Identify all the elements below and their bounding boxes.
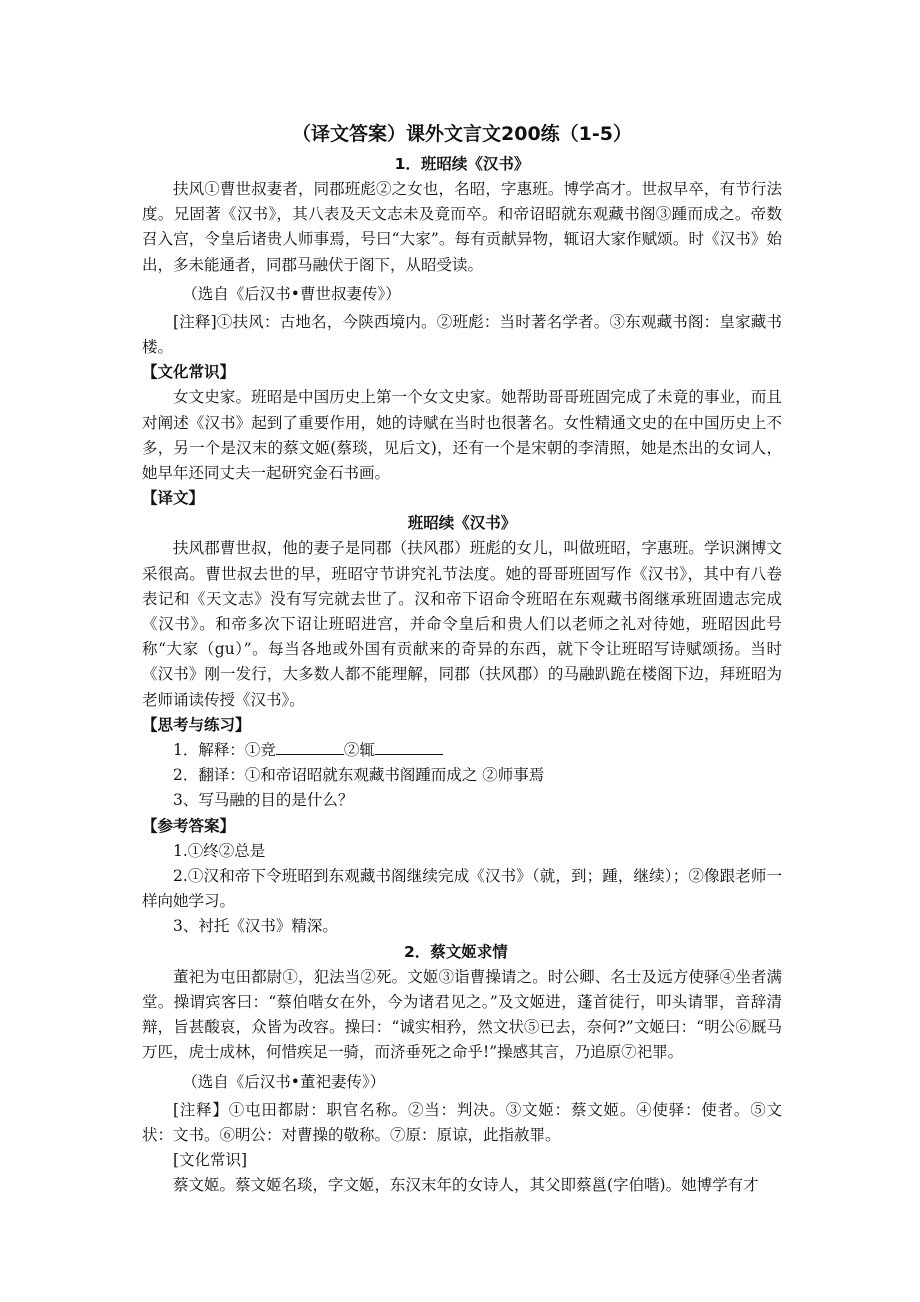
section-2-culture-text: 蔡文姬。蔡文姬名琰，字文姬，东汉末年的女诗人，其父即蔡邕(字伯喈)。她博学有才: [173, 1176, 759, 1195]
section-1-culture-heading: 【文化常识】: [142, 363, 236, 382]
section-1-translation-heading: 【译文】: [142, 489, 205, 508]
question-1-part-b: ②辄: [343, 741, 375, 760]
section-1-culture-text: 女文史家。班昭是中国历史上第一个女文史家。她帮助哥哥班固完成了未竟的事业，而且对阐述《汉书》起到了重要作用，她的诗赋在当时也很著名。女性精通文史的在中国历史上不多，另一个是汉末的蔡文姬(蔡琰，见后文)，还有一个是宋朝的李清照，她是杰出的女词人，她早年还同丈夫一起研究金石书画。: [142, 388, 782, 483]
answer-3: 3、衬托《汉书》精深。: [173, 917, 338, 936]
question-1: [142, 738, 782, 763]
section-1-heading: 1．班昭续《汉书》: [394, 155, 530, 173]
section-2-heading: 2．蔡文姬求情: [404, 942, 508, 961]
question-3: 3、写马融的目的是什么？: [173, 791, 354, 810]
document-content: [142, 118, 782, 1198]
answer-1: 1.①终②总是: [173, 841, 266, 860]
section-2-original-text: 董祀为屯田都尉①，犯法当②死。文姬③诣曹操请之。时公卿、名士及远方使驿④坐者满堂。操谓宾客曰：“蔡伯喈女在外，今为诸君见之。”及文姬进，蓬首徒行，叩头请罪，音辞清辩，旨甚酸哀，众皆为改容。操曰：“诚实相矜，然文状⑤已去，奈何?”文姬曰：“明公⑥厩马万匹，虎士成林，何惜疾足一骑，而济垂死之命乎!”操感其言，乃追原⑦祀罪。: [142, 967, 782, 1062]
section-2-source: （选自《后汉书•董祀妻传》）: [182, 1072, 386, 1091]
section-1-translation-title: 班昭续《汉书》: [407, 514, 517, 533]
answer-2: 2.①汉和帝下令班昭到东观藏书阁继续完成《汉书》（就，到；踵，继续）；②像跟老师一样向她学习。: [142, 867, 782, 911]
section-2-notes: [注释】①屯田都尉：职官名称。②当：判决。③文姬：蔡文姬。④使驿：使者。⑤文状：文书。⑥明公：对曹操的敬称。⑦原：原谅，此指赦罪。: [142, 1100, 782, 1144]
section-1-translation-text: 扶风郡曹世叔，他的妻子是同郡（扶风郡）班彪的女儿，叫做班昭，字惠班。学识渊博文采很高。曹世叔去世的早，班昭守节讲究礼节法度。她的哥哥班固写作《汉书》，其中有八卷表记和《天文志》没有写完就去世了。汉和帝下诏命令班昭在东观藏书阁继承班固遗志完成《汉书》。和帝多次下诏让班昭进宫，并命令皇后和贵人们以老师之礼对待她，班昭因此号称“大家（gu）”。每当各地或外国有贡献来的奇异的东西，就下令让班昭写诗赋颂扬。当时《汉书》刚一发行，大多数人都不能理解，同郡（扶风郡）的马融趴跪在楼阁下边，拜班昭为老师诵读传授《汉书》。: [142, 539, 782, 709]
section-1-practice-heading: 【思考与练习】: [142, 715, 251, 734]
section-1-answer-heading: 【参考答案】: [142, 816, 236, 835]
page-title: （译文答案）课外文言文200练（1-5）: [292, 123, 632, 145]
question-1-part-a: 1．解释：①竞: [173, 741, 276, 760]
section-1-source: （选自《后汉书•曹世叔妻传》）: [182, 284, 401, 303]
section-1-notes: [注释]①扶风：古地名，今陕西境内。②班彪：当时著名学者。③东观藏书阁：皇家藏书楼。: [142, 312, 782, 357]
answer-blank-1: [276, 740, 344, 755]
question-2: 2．翻译：①和帝诏昭就东观藏书阁踵而成之 ②师事焉: [173, 766, 545, 785]
section-1-original-text: 扶风①曹世叔妻者，同郡班彪②之女也，名昭，字惠班。博学高才。世叔早卒，有节行法度。兄固著《汉书》，其八表及天文志未及竟而卒。和帝诏昭就东观藏书阁③踵而成之。帝数召入宫，令皇后诸贵人师事焉，号曰“大家”。每有贡献异物，辄诏大家作赋颂。时《汉书》始出，多未能通者，同郡马融伏于阁下，从昭受读。: [142, 180, 782, 274]
section-2-culture-heading: [文化常识]: [173, 1150, 248, 1169]
answer-blank-2: [375, 740, 443, 755]
